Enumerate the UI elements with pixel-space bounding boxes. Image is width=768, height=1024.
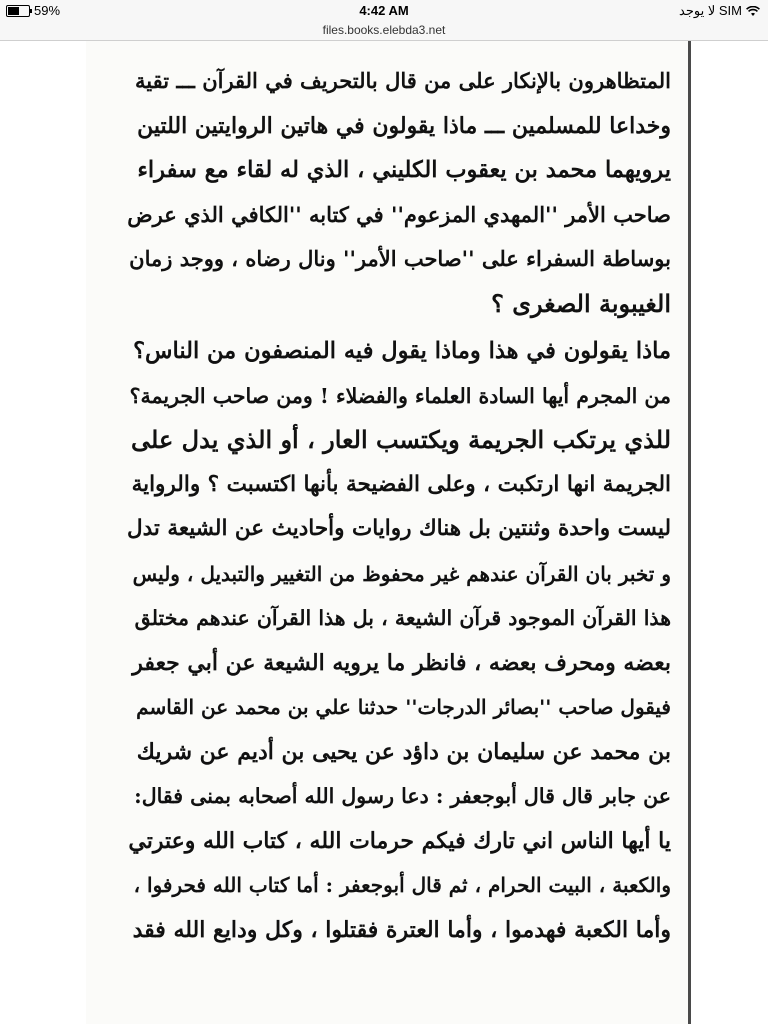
text-line: بن محمد عن سليمان بن داؤد عن يحيى بن أديم عن شريك <box>136 738 671 765</box>
text-line: من المجرم أيها السادة العلماء والفضلاء ! ومن صاحب الجريمة؟ <box>129 383 671 408</box>
text-line: المتظاهرون بالإنكار على من قال بالتحريف في القرآن ـــ تقية <box>135 68 671 93</box>
text-line: ماذا يقولون في هذا وماذا يقول فيه المنصفون من الناس؟ <box>133 338 671 364</box>
page-edge <box>688 41 691 1024</box>
clock: 4:42 AM <box>359 3 409 18</box>
paragraph <box>126 329 671 952</box>
address-bar[interactable] <box>0 22 768 41</box>
text-line: الجريمة انها ارتكبت ، وعلى الفضيحة بأنها اكتسبت ؟ والرواية <box>131 471 671 497</box>
text-line: ليست واحدة وثنتين بل هناك روايات وأحاديث عن الشيعة تدل <box>126 516 671 541</box>
text-line: صاحب الأمر ''المهدي المزعوم'' في كتابه ''الكافي الذي عرض <box>127 201 671 227</box>
page-text <box>126 59 671 952</box>
text-line: بعضه ومحرف بعضه ، فانظر ما يرويه الشيعة عن أبي جعفر <box>132 649 671 676</box>
text-line: يرويهما محمد بن يعقوب الكليني ، الذي له لقاء مع سفراء <box>137 157 671 183</box>
text-line: للذي يرتكب الجريمة ويكتسب العار ، أو الذي يدل على <box>131 425 671 454</box>
text-line: وأما الكعبة فهدموا ، وأما العترة فقتلوا ، وكل ودايع الله فقد <box>132 916 671 943</box>
text-line: والكعبة ، البيت الحرام ، ثم قال أبوجعفر : أما كتاب الله فحرفوا ، <box>133 873 671 897</box>
text-line: و تخبر بان القرآن عندهم غير محفوظ من التغيير والتبديل ، وليس <box>132 561 671 586</box>
text-line: عن جابر قال قال أبوجعفر : دعا رسول الله أصحابه بمنى فقال: <box>134 784 671 808</box>
text-line: الغيبوبة الصغرى ؟ <box>491 288 671 318</box>
battery-percent: 59% <box>34 3 61 18</box>
text-line: فيقول صاحب ''بصائر الدرجات'' حدثنا علي بن محمد عن القاسم <box>136 695 671 719</box>
document-viewer[interactable] <box>0 41 768 1024</box>
wifi-icon <box>746 6 760 17</box>
status-bar <box>0 0 768 22</box>
text-line: بوساطة السفراء على ''صاحب الأمر'' ونال رضاه ، ووجد زمان <box>129 246 671 271</box>
carrier-group <box>679 3 760 19</box>
carrier-label: لا يوجد SIM <box>679 3 742 18</box>
text-line: وخداعا للمسلمين ـــ ماذا يقولون في هاتين الروايتين اللتين <box>137 112 671 139</box>
text-line: هذا القرآن الموجود قرآن الشيعة ، بل هذا القرآن عندهم مختلق <box>134 606 671 630</box>
scanned-page <box>86 41 688 1024</box>
paragraph <box>126 59 671 326</box>
text-line: يا أيها الناس اني تارك فيكم حرمات الله ، كتاب الله وعترتي <box>128 827 671 854</box>
url-text: files.books.elebda3.net <box>322 23 446 37</box>
